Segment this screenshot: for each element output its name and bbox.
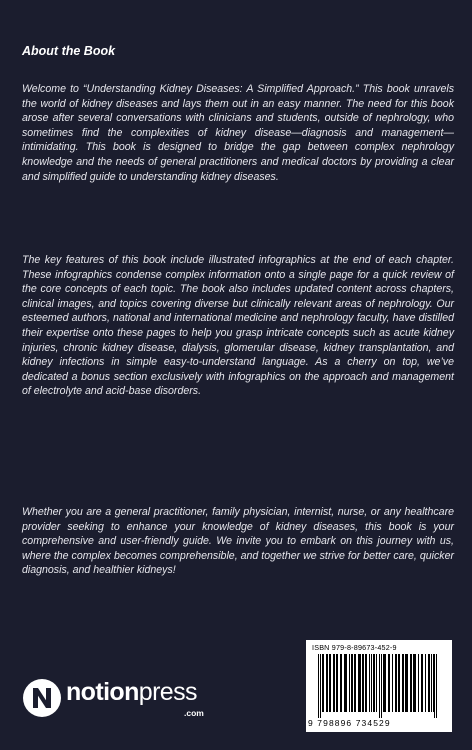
notion-press-logo-icon [22,678,62,718]
isbn-label: ISBN 979-8-89673-452-9 [312,643,397,652]
barcode-bars [312,654,446,718]
description-paragraph-1: Welcome to “Understanding Kidney Diseases: A Simplified Approach.” This book unravels the world of kidney diseases and lays them out in an easy manner. The need for this book arose after several conversations with clinicians and students, outside of nephrology, who sometimes find the complexities of kidney disease—diagnosis and management—intimidating. This book is designed to bridge the gap between complex nephrology knowledge and the needs of general practitioners and medical doctors by providing a clear and simplified guide to understanding kidney diseases. [22,83,454,183]
publisher-logo [22,672,222,722]
isbn-barcode [306,640,452,732]
description-paragraph-3: Whether you are a general practitioner, family physician, internist, nurse, or any healthcare provider seeking to enhance your knowledge of kidney diseases, this book is your comprehensive and user-friendly guide. We invite you to embark on this journey with us, where the complex becomes comprehensible, and together we strive for better care, quicker diagnosis, and healthier kidneys! [22,506,454,577]
description-paragraph-2: The key features of this book include illustrated infographics at the end of each chapter. These infographics condense complex information onto a single page for a quick review of the core concepts of each topic. The book also includes updated content across chapters, clinical images, and topics covering diverse but clinically relevant areas of nephrology. Our esteemed authors, national and international medicine and nephrology faculty, have distilled their expertise onto these pages to help you grasp intricate concepts such as acute kidney injuries, chronic kidney disease, dialysis, glomerular disease, kidney transplantation, and kidney infections in simple easy-to-understand language. As a cherry on top, we’ve dedicated a bonus section exclusively with infographics on the approach and management of electrolyte and acid-base disorders. [22,254,454,398]
publisher-name-bold: notion [66,678,139,706]
about-heading: About the Book [22,44,116,58]
publisher-tld: .com [184,708,204,718]
publisher-name-regular: press [138,678,197,706]
barcode-number: 9 798896 734529 [308,718,391,728]
publisher-name [66,678,197,707]
